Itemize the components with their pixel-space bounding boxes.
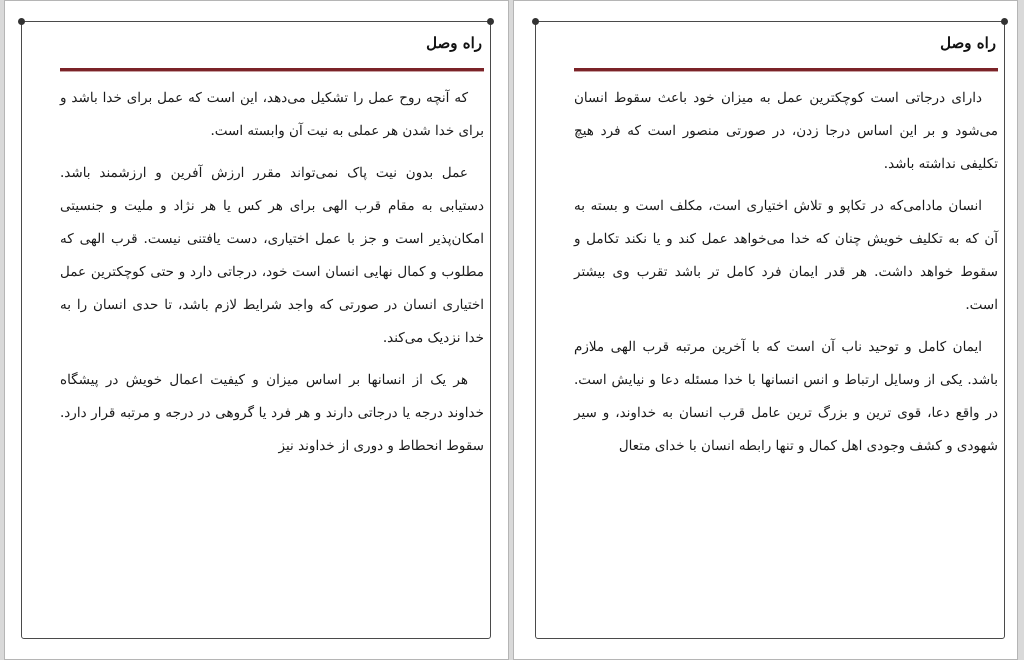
paragraph: هر یک از انسانها بر اساس میزان و کیفیت اعمال خویش در پیشگاه خداوند درجه یا درجاتی دارند و هر فرد یا گروهی در درجه و مرتبه قرار دارد. سقوط انحطاط و دوری از خداوند نیز <box>60 372 484 454</box>
paragraph: که آنچه روح عمل را تشکیل می‌دهد، این است که عمل برای خدا باشد و برای خدا شدن هر عملی به نیت آن وابسته است. <box>60 90 484 139</box>
page-frame <box>21 21 491 639</box>
paragraph: دارای درجاتی است کوچکترین عمل به میزان خود باعث سقوط انسان می‌شود و بر این اساس درجا زدن، در صورتی منصور است که فرد هیچ تکلیفی نداشته باشد. <box>574 90 998 172</box>
paragraph: انسان مادامی‌که در تکاپو و تلاش اختیاری است، مکلف است و بسته به آن که به تکلیف خویش چنان که خدا می‌خواهد عمل کند و یا نکند تکامل و سقوط خواهد داشت. هر قدر ایمان فرد کامل تر باشد تقرب وی بیشتر است. <box>574 198 998 313</box>
paragraph: ایمان کامل و توحید ناب آن است که با آخرین مرتبه قرب الهی ملازم باشد. یکی از وسایل ارتباط و انس انسانها با خدا مسئله دعا و نیایش است. در واقع دعا، قوی ترین و بزرگ ترین عامل قرب انسان به خداوند، و سیر شهودی و کشف وجودی اهل کمال و تنها رابطه انسان با خدای متعال <box>574 339 998 454</box>
page-frame <box>535 21 1005 639</box>
frame-corner-ornament <box>1001 18 1008 25</box>
page-header: راه وصل <box>426 34 482 52</box>
frame-corner-ornament <box>487 18 494 25</box>
frame-corner-ornament <box>18 18 25 25</box>
page-body <box>60 82 484 472</box>
page-left <box>4 0 509 660</box>
page-body <box>574 82 998 472</box>
paragraph: عمل بدون نیت پاک نمی‌تواند مقرر ارزش آفرین و ارزشمند باشد. دستیابی به مقام قرب الهی برای هر کس یا هر نژاد و ملیت و جنسیتی امکان‌پذیر است و جز با عمل اختیاری، دست یافتنی نیست. قرب الهی که مطلوب و کمال نهایی انسان است خود، درجاتی دارد و حتی کوچکترین عمل اختیاری انسان در صورتی که واجد شرایط لازم باشد، تا حدی انسان را به خدا نزدیک می‌کند. <box>60 165 484 346</box>
page-header: راه وصل <box>940 34 996 52</box>
header-rule <box>574 68 998 71</box>
page-right <box>513 0 1018 660</box>
frame-corner-ornament <box>532 18 539 25</box>
header-rule <box>60 68 484 71</box>
